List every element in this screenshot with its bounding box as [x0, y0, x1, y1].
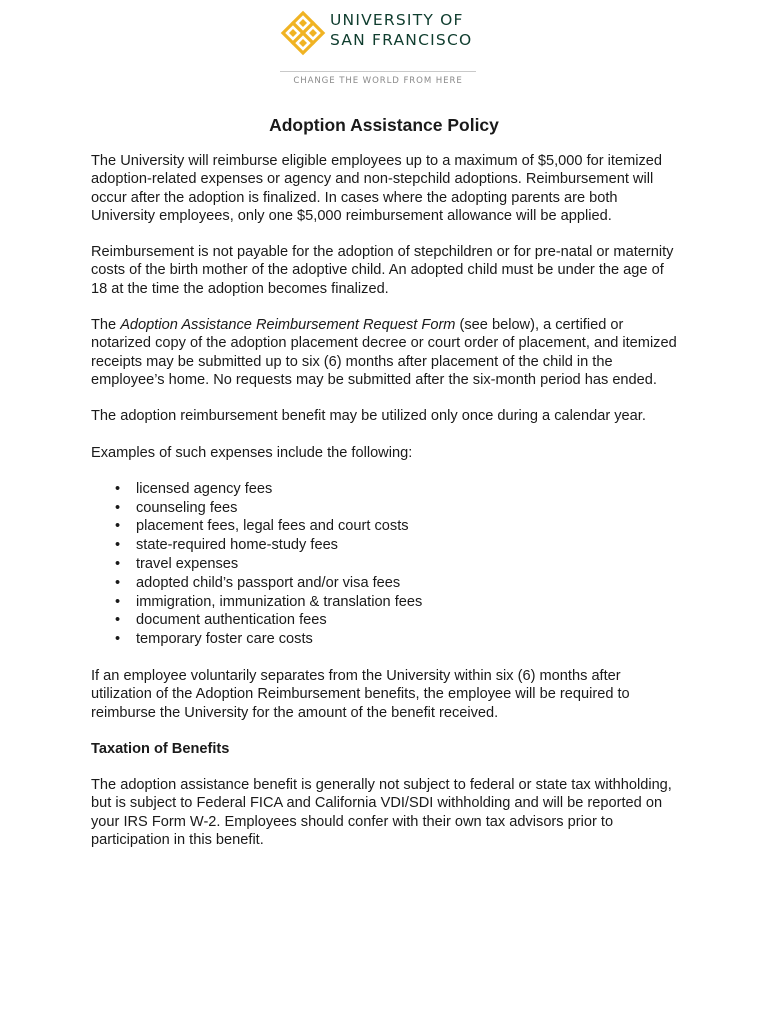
taxation-paragraph: The adoption assistance benefit is generally not subject to federal or state tax withholding, but is subject to Federal FICA and California VDI/SDI withholding and will be reported on your IRS Form W-2. Employees should confer with their own tax advisors prior to participation in this benefit. — [91, 776, 672, 848]
submission-text: (see below), a certified or notarized copy of the adoption placement decree or court order of placement, and itemized receipts may be submitted up to six (6) months after placement of the child in the employee’s home. No requests may be submitted after the six-month period has ended. — [91, 317, 677, 388]
list-item: • temporary foster care costs — [115, 631, 313, 648]
university-name-line1: UNIVERSITY OF — [330, 11, 464, 29]
list-item: • immigration, immunization & translation fees — [115, 593, 423, 610]
bullet-icon: • — [115, 499, 121, 516]
frequency-paragraph: The adoption reimbursement benefit may be utilized only once during a calendar year. — [91, 408, 646, 425]
bullet-icon: • — [115, 480, 121, 497]
logo-divider — [280, 71, 476, 72]
bullet-icon: • — [115, 612, 121, 629]
usf-cross-icon — [280, 10, 326, 56]
submission-paragraph — [91, 316, 677, 389]
list-item: • licensed agency fees — [115, 480, 273, 497]
bullet-icon: • — [115, 593, 121, 610]
list-item: • travel expenses — [115, 556, 239, 573]
bullet-icon: • — [115, 518, 121, 535]
examples-intro: Examples of such expenses include the following: — [91, 444, 413, 461]
university-logo — [280, 10, 480, 84]
reimbursement-limit-paragraph: The University will reimburse eligible employees up to a maximum of $5,000 for itemized adoption-related expenses or agency and non-stepchild adoptions. Reimbursement will occur after the adoption is finalized. In cases where the adopting parents are both University employees, only one $5,000 reimbursement allowance will be applied. — [91, 153, 663, 224]
list-item: • adopted child’s passport and/or visa fees — [115, 574, 401, 591]
separation-paragraph: If an employee voluntarily separates from the University within six (6) months after utilization of the Adoption Reimbursement benefits, the employee will be required to reimburse the University for the amount of the benefit received. — [91, 668, 630, 721]
bullet-icon: • — [115, 631, 121, 648]
bullet-icon: • — [115, 556, 121, 573]
bullet-icon: • — [115, 537, 121, 554]
list-item: • state-required home-study fees — [115, 537, 338, 554]
university-tagline: CHANGE THE WORLD FROM HERE — [293, 76, 463, 86]
list-item: • counseling fees — [115, 499, 238, 516]
submission-prefix: The — [91, 317, 121, 334]
university-name-line2: SAN FRANCISCO — [330, 31, 473, 49]
expenses-list — [91, 480, 677, 649]
request-form-name: Adoption Assistance Reimbursement Request Form — [120, 317, 456, 334]
document-title: Adoption Assistance Policy — [269, 115, 499, 135]
eligibility-paragraph: Reimbursement is not payable for the adoption of stepchildren or for pre-natal or maternity costs of the birth mother of the adoptive child. An adopted child must be under the age of 18 at the time the adoption becomes finalized. — [91, 244, 674, 297]
list-item: • document authentication fees — [115, 612, 327, 629]
university-name — [330, 10, 472, 50]
policy-document — [91, 114, 677, 867]
list-item: • placement fees, legal fees and court costs — [115, 518, 409, 535]
taxation-heading: Taxation of Benefits — [91, 740, 230, 757]
bullet-icon: • — [115, 574, 121, 591]
